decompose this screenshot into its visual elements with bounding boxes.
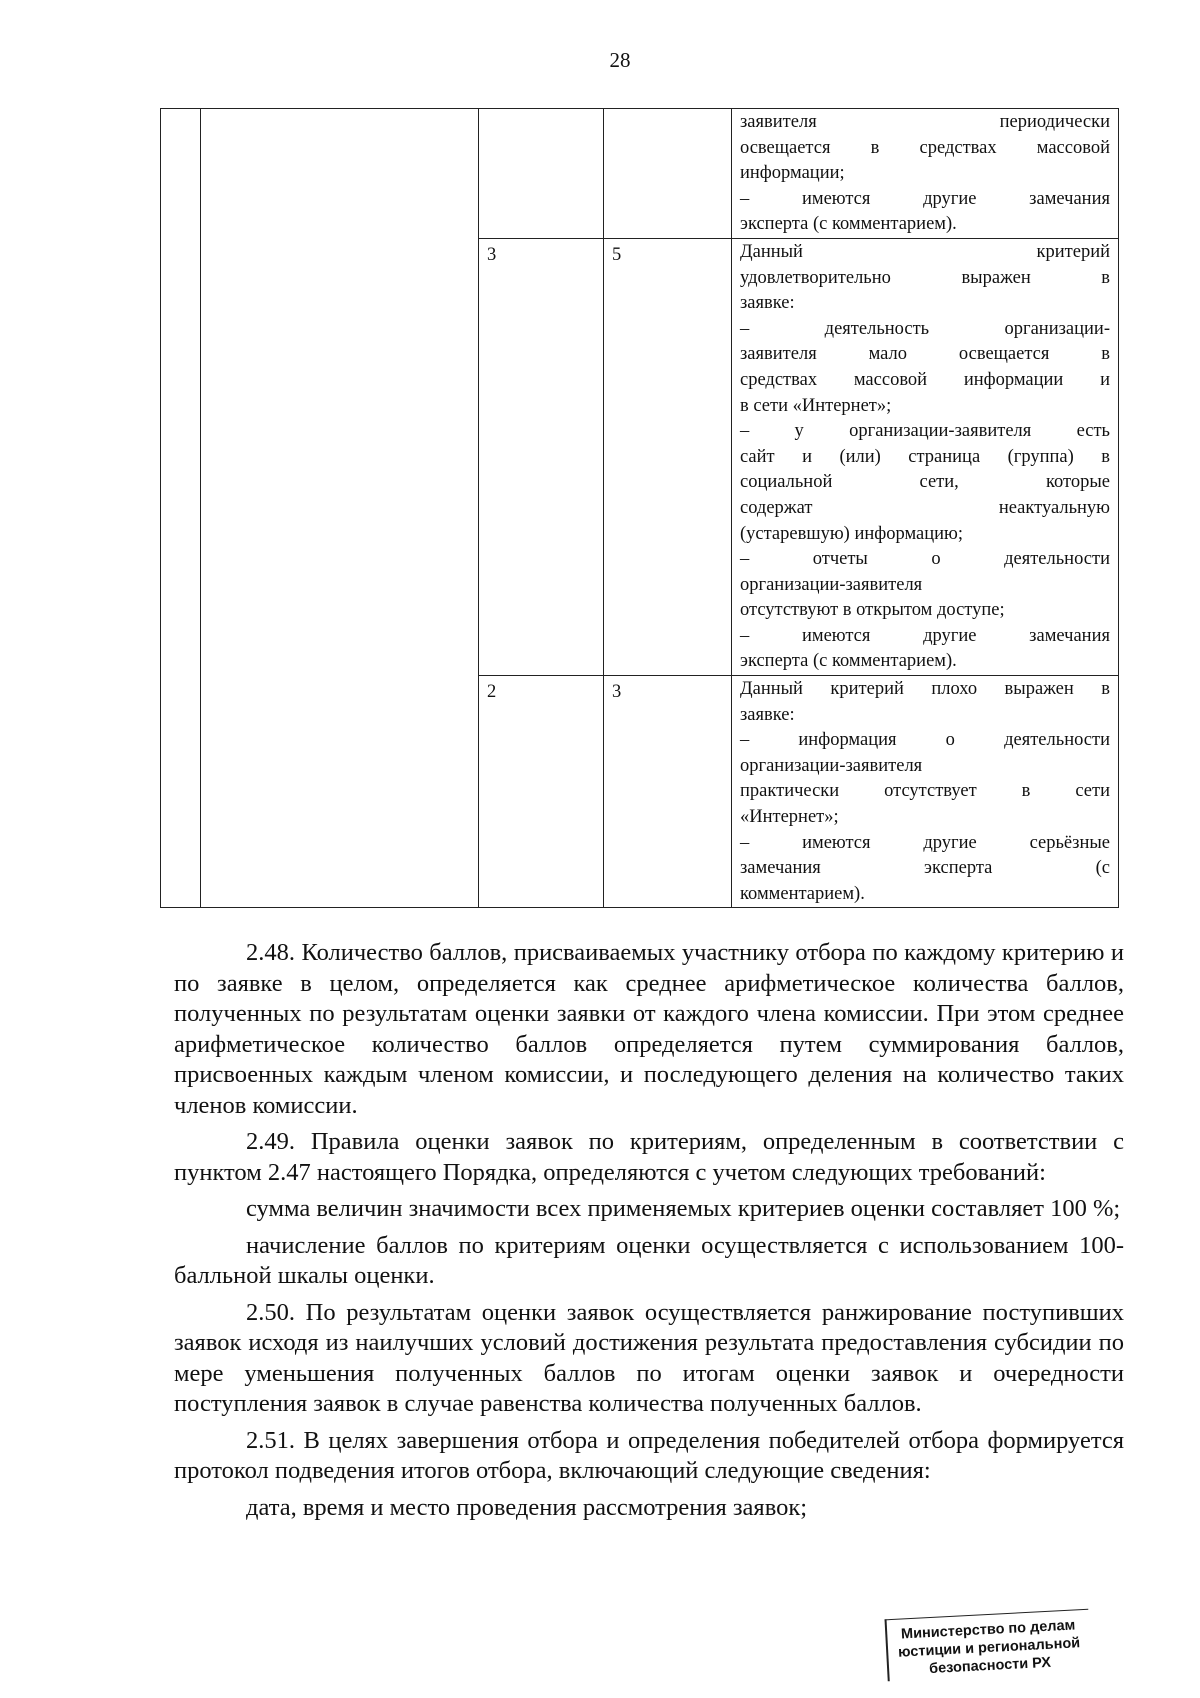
score-cell: 2 (479, 676, 604, 908)
table-row (161, 109, 1119, 239)
description-line: заявителя мало освещается в (740, 344, 1110, 365)
criteria-table (160, 108, 1119, 908)
description-line: заявке: (740, 704, 795, 725)
page-number: 28 (609, 48, 631, 72)
description-line: – у организации-заявителя есть (740, 421, 1110, 442)
description-line: отсутствуют в открытом доступе; (740, 600, 1005, 621)
stamp-line: безопасности РХ (928, 1654, 1052, 1678)
description-line: Данный критерий (740, 241, 1110, 262)
description-line: комментарием). (740, 883, 865, 904)
requirement-scale: начисление баллов по критериям оценки осуществляется с использованием 100-балльной шкалы оценки. (174, 1231, 1124, 1289)
stamp-line: Министерство по делам (900, 1617, 1076, 1643)
description-line: Данный критерий плохо выражен в (740, 679, 1110, 700)
description-line: – имеются другие замечания (740, 625, 1110, 646)
description-line: – имеются другие замечания (740, 188, 1110, 209)
paragraph-2-48: 2.48. Количество баллов, присваиваемых участнику отбора по каждому критерию и по заявке в целом, определяется как среднее арифметическое количества баллов, полученных по результатам оценки заявки от каждого члена комиссии. При этом среднее арифметическое количество баллов определяется путем суммирования баллов, присвоенных каждым членом комиссии, и последующего деления на количество таких членов комиссии. (174, 939, 1124, 1119)
description-line: – отчеты о деятельности (740, 549, 1110, 570)
description-line: сайт и (или) страница (группа) в (740, 446, 1110, 467)
description-line: освещается в средствах массовой (740, 137, 1110, 158)
description-line: заявке: (740, 293, 795, 314)
weight-cell (604, 109, 732, 239)
description-line: средствах массовой информации и (740, 369, 1110, 390)
requirement-weights: сумма величин значимости всех применяемых критериев оценки составляет 100 %; (246, 1195, 1121, 1222)
description-line: – информация о деятельности (740, 730, 1110, 751)
description-line: эксперта (с комментарием). (740, 651, 957, 672)
stamp-line: юстиции и региональной (897, 1635, 1081, 1661)
description-line: содержат неактуальную (740, 497, 1110, 518)
description-line: эксперта (с комментарием). (740, 214, 957, 235)
description-line: – деятельность организации- (740, 318, 1110, 339)
protocol-item-date: дата, время и место проведения рассмотрения заявок; (246, 1493, 808, 1521)
description-cell (732, 109, 1119, 239)
empty-cell-col1 (161, 109, 201, 908)
paragraph-2-51: 2.51. В целях завершения отбора и определения победителей отбора формируется протокол подведения итогов отбора, включающий следующие сведения: (174, 1426, 1124, 1484)
paragraph-2-49: 2.49. Правила оценки заявок по критериям, определенным в соответствии с пунктом 2.47 настоящего Порядка, определяются с учетом следующих требований: (174, 1128, 1124, 1186)
description-line: заявителя периодически (740, 112, 1110, 132)
weight-cell: 5 (604, 238, 732, 675)
body-text (174, 938, 1124, 1529)
description-line: информации; (740, 163, 845, 184)
description-line: практически отсутствует в сети (740, 781, 1110, 802)
score-cell (479, 109, 604, 239)
description-cell (732, 676, 1119, 908)
description-line: организации-заявителя (740, 574, 923, 595)
description-line: организации-заявителя (740, 755, 923, 776)
description-line: удовлетворительно выражен в (740, 267, 1110, 288)
description-line: (устаревшую) информацию; (740, 523, 964, 544)
empty-cell-col2 (201, 109, 479, 908)
description-line: замечания эксперта (с (740, 858, 1110, 879)
weight-cell: 3 (604, 676, 732, 908)
description-line: «Интернет»; (740, 807, 839, 828)
description-cell (732, 238, 1119, 675)
ministry-stamp (885, 1609, 1092, 1682)
description-line: в сети «Интернет»; (740, 395, 892, 416)
paragraph-2-50: 2.50. По результатам оценки заявок осуществляется ранжирование поступивших заявок исходя из наилучших условий достижения результата предоставления субсидии по мере уменьшения полученных баллов по итогам оценки заявок и очередности поступления заявок в случае равенства количества полученных баллов. (174, 1298, 1124, 1417)
description-line: – имеются другие серьёзные (740, 832, 1110, 853)
description-line: социальной сети, которые (740, 472, 1110, 493)
score-cell: 3 (479, 238, 604, 675)
